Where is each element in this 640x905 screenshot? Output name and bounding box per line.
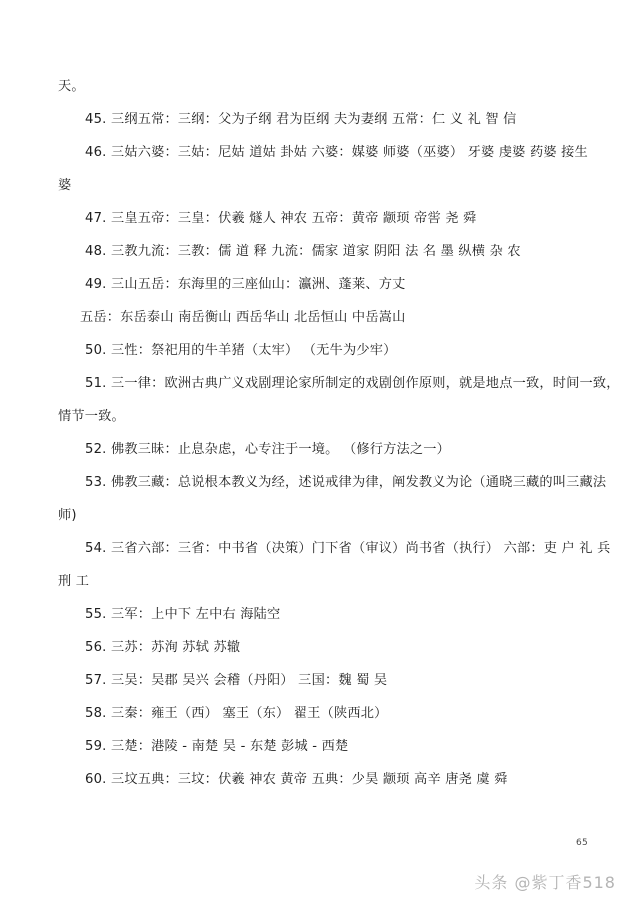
item-46-wrap: 婆: [58, 178, 72, 193]
page-number: 65: [575, 838, 588, 848]
watermark: 头条 @紫丁香518: [474, 873, 616, 892]
document-text-body: [50, 70, 620, 796]
item-60: 60. 三坟五典：三坟：伏羲 神农 黄帝 五典：少昊 颛顼 高辛 唐尧 虞 舜: [85, 772, 508, 787]
item-52: 52. 佛教三昧：止息杂虑，心专注于一境。 （修行方法之一）: [85, 442, 451, 457]
item-56: 56. 三苏：苏洵 苏轼 苏辙: [85, 640, 241, 655]
item-46: 46. 三姑六婆：三姑：尼姑 道姑 卦姑 六婆：媒婆 师婆（巫婆） 牙婆 虔婆 药婆 接生: [85, 145, 588, 160]
line-continuation-tian: 天。: [58, 79, 85, 94]
item-58: 58. 三秦：雍王（西） 塞王（东） 翟王（陕西北）: [85, 706, 388, 721]
item-53-wrap: 师): [58, 508, 77, 523]
item-57: 57. 三吴：吴郡 吴兴 会稽（丹阳） 三国：魏 蜀 吴: [85, 673, 388, 688]
item-59: 59. 三楚：港陵 - 南楚 吴 - 东楚 彭城 - 西楚: [85, 739, 349, 754]
item-45: 45. 三纲五常：三纲：父为子纲 君为臣纲 夫为妻纲 五常：仁 义 礼 智 信: [85, 112, 517, 127]
item-47: 47. 三皇五帝：三皇：伏羲 燧人 神农 五帝：黄帝 颛顼 帝喾 尧 舜: [85, 211, 477, 226]
item-54: 54. 三省六部：三省：中书省（决策）门下省（审议）尚书省（执行） 六部：吏 户 礼 兵: [85, 541, 611, 556]
item-55: 55. 三军：上中下 左中右 海陆空: [85, 607, 281, 622]
item-51-wrap: 情节一致。: [58, 409, 125, 424]
item-49: 49. 三山五岳：东海里的三座仙山：瀛洲、蓬莱、方丈: [85, 277, 406, 292]
item-51: 51. 三一律：欧洲古典广义戏剧理论家所制定的戏剧创作原则，就是地点一致，时间一致，: [85, 376, 620, 391]
item-49-wrap: 五岳：东岳泰山 南岳衡山 西岳华山 北岳恒山 中岳嵩山: [80, 310, 406, 325]
item-54-wrap: 刑 工: [58, 574, 90, 589]
item-53: 53. 佛教三藏：总说根本教义为经，述说戒律为律，阐发教义为论（通晓三藏的叫三藏法: [85, 475, 607, 490]
item-50: 50. 三性：祭祀用的牛羊猪（太牢） （无牛为少牢）: [85, 343, 397, 358]
item-48: 48. 三教九流：三教：儒 道 释 九流：儒家 道家 阴阳 法 名 墨 纵横 杂 农: [85, 244, 521, 259]
